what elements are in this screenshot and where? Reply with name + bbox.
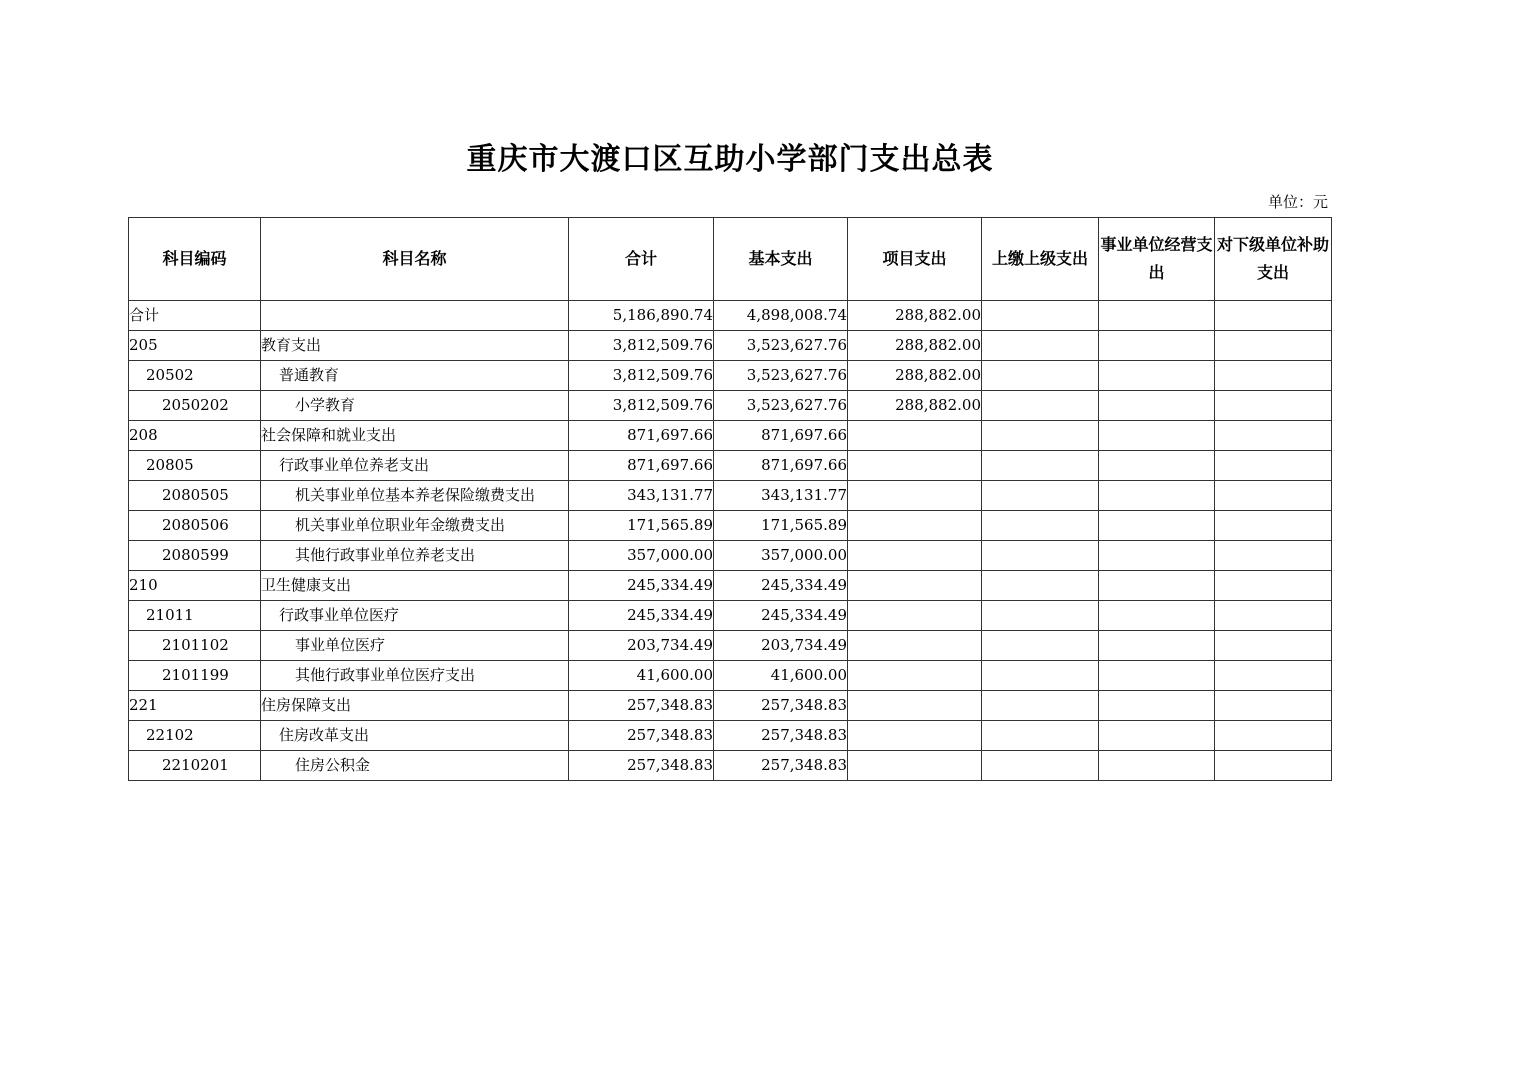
table-row bbox=[129, 481, 1332, 511]
cell-name: 行政事业单位医疗 bbox=[261, 601, 569, 631]
cell-upper bbox=[982, 601, 1099, 631]
cell-upper bbox=[982, 631, 1099, 661]
table-row bbox=[129, 631, 1332, 661]
cell-basic: 171,565.89 bbox=[714, 511, 848, 541]
table-row bbox=[129, 361, 1332, 391]
cell-total: 257,348.83 bbox=[569, 691, 714, 721]
table-row bbox=[129, 661, 1332, 691]
cell-basic: 3,523,627.76 bbox=[714, 391, 848, 421]
cell-upper bbox=[982, 331, 1099, 361]
cell-code: 205 bbox=[129, 331, 261, 361]
cell-upper bbox=[982, 361, 1099, 391]
cell-name bbox=[261, 301, 569, 331]
header-total: 合计 bbox=[569, 218, 714, 301]
cell-project bbox=[848, 721, 982, 751]
table-row bbox=[129, 421, 1332, 451]
cell-project bbox=[848, 571, 982, 601]
table-row bbox=[129, 751, 1332, 781]
header-upper: 上缴上级支出 bbox=[982, 218, 1099, 301]
header-name: 科目名称 bbox=[261, 218, 569, 301]
cell-name: 机关事业单位基本养老保险缴费支出 bbox=[261, 481, 569, 511]
cell-business bbox=[1099, 301, 1215, 331]
cell-project bbox=[848, 511, 982, 541]
cell-basic: 257,348.83 bbox=[714, 751, 848, 781]
cell-subsidy bbox=[1215, 421, 1332, 451]
cell-subsidy bbox=[1215, 721, 1332, 751]
cell-name: 其他行政事业单位医疗支出 bbox=[261, 661, 569, 691]
cell-subsidy bbox=[1215, 481, 1332, 511]
cell-code: 20502 bbox=[129, 361, 261, 391]
cell-upper bbox=[982, 751, 1099, 781]
cell-project bbox=[848, 751, 982, 781]
cell-basic: 343,131.77 bbox=[714, 481, 848, 511]
cell-name: 行政事业单位养老支出 bbox=[261, 451, 569, 481]
cell-code: 221 bbox=[129, 691, 261, 721]
cell-business bbox=[1099, 721, 1215, 751]
cell-total: 245,334.49 bbox=[569, 571, 714, 601]
cell-business bbox=[1099, 481, 1215, 511]
cell-name: 卫生健康支出 bbox=[261, 571, 569, 601]
cell-basic: 41,600.00 bbox=[714, 661, 848, 691]
table-row bbox=[129, 331, 1332, 361]
cell-subsidy bbox=[1215, 571, 1332, 601]
cell-basic: 257,348.83 bbox=[714, 721, 848, 751]
cell-total: 41,600.00 bbox=[569, 661, 714, 691]
table-row bbox=[129, 721, 1332, 751]
cell-business bbox=[1099, 331, 1215, 361]
cell-subsidy bbox=[1215, 301, 1332, 331]
cell-basic: 871,697.66 bbox=[714, 451, 848, 481]
cell-project: 288,882.00 bbox=[848, 391, 982, 421]
cell-total: 871,697.66 bbox=[569, 421, 714, 451]
cell-total: 257,348.83 bbox=[569, 721, 714, 751]
cell-name: 机关事业单位职业年金缴费支出 bbox=[261, 511, 569, 541]
cell-name: 小学教育 bbox=[261, 391, 569, 421]
cell-code: 210 bbox=[129, 571, 261, 601]
table-header bbox=[129, 218, 1332, 301]
cell-business bbox=[1099, 661, 1215, 691]
cell-business bbox=[1099, 421, 1215, 451]
cell-upper bbox=[982, 481, 1099, 511]
cell-project bbox=[848, 631, 982, 661]
cell-code: 2050202 bbox=[129, 391, 261, 421]
cell-total: 357,000.00 bbox=[569, 541, 714, 571]
cell-code: 合计 bbox=[129, 301, 261, 331]
cell-basic: 357,000.00 bbox=[714, 541, 848, 571]
cell-name: 教育支出 bbox=[261, 331, 569, 361]
cell-code: 22102 bbox=[129, 721, 261, 751]
cell-basic: 245,334.49 bbox=[714, 601, 848, 631]
unit-label: 单位：元 bbox=[1267, 193, 1328, 211]
cell-business bbox=[1099, 601, 1215, 631]
header-basic: 基本支出 bbox=[714, 218, 848, 301]
page-title: 重庆市大渡口区互助小学部门支出总表 bbox=[466, 142, 994, 177]
cell-upper bbox=[982, 721, 1099, 751]
cell-code: 2080599 bbox=[129, 541, 261, 571]
cell-project bbox=[848, 421, 982, 451]
cell-business bbox=[1099, 361, 1215, 391]
cell-business bbox=[1099, 511, 1215, 541]
table-body bbox=[129, 301, 1332, 781]
cell-upper bbox=[982, 691, 1099, 721]
cell-upper bbox=[982, 421, 1099, 451]
cell-basic: 3,523,627.76 bbox=[714, 331, 848, 361]
cell-project: 288,882.00 bbox=[848, 361, 982, 391]
cell-name: 社会保障和就业支出 bbox=[261, 421, 569, 451]
cell-subsidy bbox=[1215, 751, 1332, 781]
cell-total: 245,334.49 bbox=[569, 601, 714, 631]
cell-upper bbox=[982, 541, 1099, 571]
cell-business bbox=[1099, 631, 1215, 661]
cell-basic: 871,697.66 bbox=[714, 421, 848, 451]
cell-subsidy bbox=[1215, 451, 1332, 481]
cell-project bbox=[848, 601, 982, 631]
header-row bbox=[129, 218, 1332, 301]
cell-upper bbox=[982, 301, 1099, 331]
cell-code: 21011 bbox=[129, 601, 261, 631]
cell-business bbox=[1099, 571, 1215, 601]
cell-total: 3,812,509.76 bbox=[569, 391, 714, 421]
cell-business bbox=[1099, 391, 1215, 421]
cell-total: 171,565.89 bbox=[569, 511, 714, 541]
cell-total: 203,734.49 bbox=[569, 631, 714, 661]
cell-total: 3,812,509.76 bbox=[569, 361, 714, 391]
cell-name: 住房保障支出 bbox=[261, 691, 569, 721]
table-row bbox=[129, 391, 1332, 421]
cell-total: 343,131.77 bbox=[569, 481, 714, 511]
cell-basic: 245,334.49 bbox=[714, 571, 848, 601]
cell-subsidy bbox=[1215, 361, 1332, 391]
cell-subsidy bbox=[1215, 691, 1332, 721]
table-row bbox=[129, 571, 1332, 601]
cell-subsidy bbox=[1215, 601, 1332, 631]
cell-project bbox=[848, 691, 982, 721]
cell-code: 2080506 bbox=[129, 511, 261, 541]
cell-code: 2101102 bbox=[129, 631, 261, 661]
cell-name: 住房改革支出 bbox=[261, 721, 569, 751]
expenditure-table bbox=[128, 217, 1332, 781]
table-row bbox=[129, 511, 1332, 541]
cell-basic: 4,898,008.74 bbox=[714, 301, 848, 331]
cell-upper bbox=[982, 661, 1099, 691]
cell-subsidy bbox=[1215, 661, 1332, 691]
table-row bbox=[129, 601, 1332, 631]
cell-code: 208 bbox=[129, 421, 261, 451]
cell-project bbox=[848, 481, 982, 511]
cell-business bbox=[1099, 541, 1215, 571]
cell-subsidy bbox=[1215, 511, 1332, 541]
table-row bbox=[129, 451, 1332, 481]
table-row bbox=[129, 541, 1332, 571]
cell-subsidy bbox=[1215, 631, 1332, 661]
table-row bbox=[129, 691, 1332, 721]
cell-upper bbox=[982, 391, 1099, 421]
cell-code: 2101199 bbox=[129, 661, 261, 691]
cell-name: 住房公积金 bbox=[261, 751, 569, 781]
cell-project bbox=[848, 451, 982, 481]
cell-basic: 257,348.83 bbox=[714, 691, 848, 721]
cell-business bbox=[1099, 691, 1215, 721]
header-code: 科目编码 bbox=[129, 218, 261, 301]
cell-basic: 3,523,627.76 bbox=[714, 361, 848, 391]
header-project: 项目支出 bbox=[848, 218, 982, 301]
cell-upper bbox=[982, 511, 1099, 541]
cell-name: 事业单位医疗 bbox=[261, 631, 569, 661]
cell-business bbox=[1099, 451, 1215, 481]
cell-code: 2080505 bbox=[129, 481, 261, 511]
cell-total: 3,812,509.76 bbox=[569, 331, 714, 361]
header-business: 事业单位经营支出 bbox=[1099, 218, 1215, 301]
cell-total: 257,348.83 bbox=[569, 751, 714, 781]
cell-subsidy bbox=[1215, 391, 1332, 421]
cell-project bbox=[848, 541, 982, 571]
cell-project: 288,882.00 bbox=[848, 331, 982, 361]
cell-upper bbox=[982, 451, 1099, 481]
cell-basic: 203,734.49 bbox=[714, 631, 848, 661]
cell-code: 2210201 bbox=[129, 751, 261, 781]
cell-name: 其他行政事业单位养老支出 bbox=[261, 541, 569, 571]
cell-business bbox=[1099, 751, 1215, 781]
cell-total: 5,186,890.74 bbox=[569, 301, 714, 331]
cell-subsidy bbox=[1215, 331, 1332, 361]
table-row bbox=[129, 301, 1332, 331]
cell-total: 871,697.66 bbox=[569, 451, 714, 481]
cell-project bbox=[848, 661, 982, 691]
cell-project: 288,882.00 bbox=[848, 301, 982, 331]
cell-upper bbox=[982, 571, 1099, 601]
header-subsidy: 对下级单位补助支出 bbox=[1215, 218, 1332, 301]
cell-subsidy bbox=[1215, 541, 1332, 571]
cell-name: 普通教育 bbox=[261, 361, 569, 391]
cell-code: 20805 bbox=[129, 451, 261, 481]
